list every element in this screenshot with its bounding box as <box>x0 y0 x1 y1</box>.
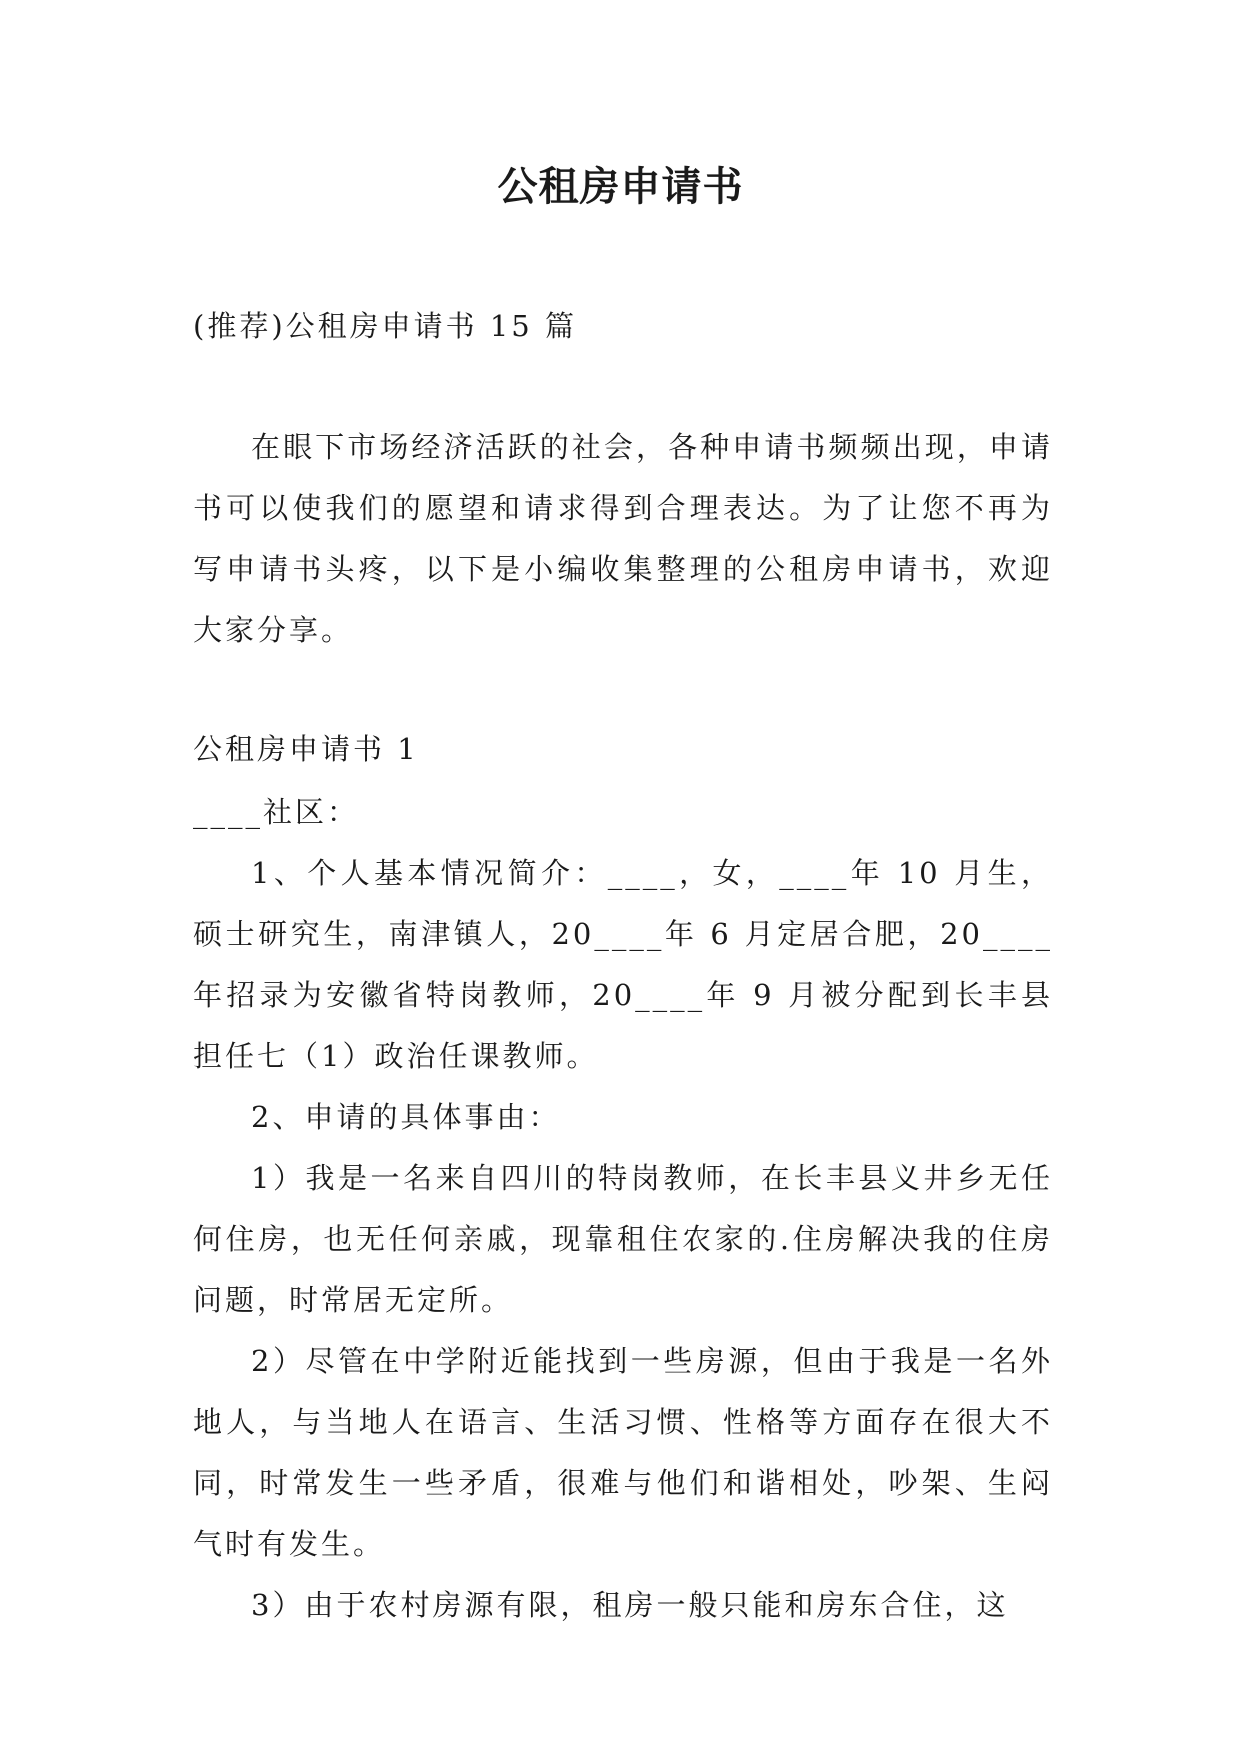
body-paragraph: 2、申请的具体事由： <box>251 1100 561 1134</box>
body-paragraph: 1、个人基本情况简介：____，女，____年 10 月生，硕士研究生，南津镇人，20____年 6 月定居合肥，20____年招录为安徽省特岗教师，20____年 9 月被分配到长丰县担任七（1）政治任课教师。 <box>193 856 1053 1073</box>
document-body <box>193 296 1053 1636</box>
body-paragraph: 3）由于农村房源有限，租房一般只能和房东合住，这 <box>251 1588 1009 1622</box>
intro-paragraph: 在眼下市场经济活跃的社会，各种申请书频频出现，申请书可以使我们的愿望和请求得到合理表达。为了让您不再为写申请书头疼，以下是小编收集整理的公租房申请书，欢迎大家分享。 <box>193 430 1053 647</box>
body-paragraph: 2）尽管在中学附近能找到一些房源，但由于我是一名外地人，与当地人在语言、生活习惯、性格等方面存在很大不同，时常发生一些矛盾，很难与他们和谐相处，吵架、生闷气时有发生。 <box>193 1344 1053 1561</box>
section-heading: 公租房申请书 1 <box>193 732 419 766</box>
addressee-line: ____社区： <box>193 795 360 829</box>
body-paragraph: 1）我是一名来自四川的特岗教师，在长丰县义井乡无任何住房，也无任何亲戚，现靠租住农家的.住房解决我的住房问题，时常居无定所。 <box>193 1161 1053 1317</box>
document-title: 公租房申请书 <box>497 164 744 210</box>
document-subtitle: (推荐)公租房申请书 15 篇 <box>193 309 577 343</box>
